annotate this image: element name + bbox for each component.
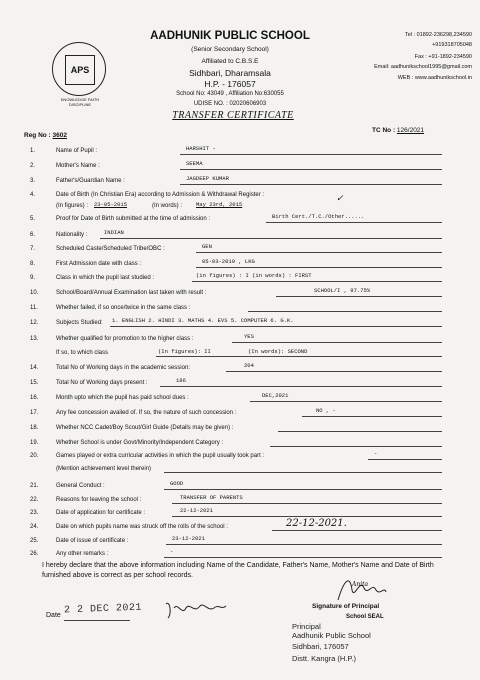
underline xyxy=(276,296,442,297)
field-number: 23. xyxy=(30,510,39,516)
field-number: 5. xyxy=(30,216,36,222)
field-row xyxy=(0,333,480,348)
school-logo xyxy=(52,42,106,96)
field-number: 26. xyxy=(30,551,39,557)
field-value: HARSHIT - xyxy=(186,145,216,152)
field-number: 21. xyxy=(30,483,39,489)
field-value: 204 xyxy=(244,362,254,369)
field-value: TRANSFER OF PARENTS xyxy=(180,494,243,501)
field-value: INDIAN xyxy=(104,229,124,236)
field-row xyxy=(0,377,480,392)
principal-stamp-line: Sidhbari, 176057 xyxy=(292,642,349,651)
underline xyxy=(172,516,442,517)
field-row xyxy=(0,145,480,160)
field-number: 10. xyxy=(30,290,39,296)
field-label: Date of Birth (In Christian Era) according to Admission & Withdrawal Register : xyxy=(56,192,265,198)
field-number: 20. xyxy=(30,453,39,459)
field-number: 12. xyxy=(30,320,39,326)
class-teacher-signature xyxy=(160,596,230,622)
field-number: 11. xyxy=(30,305,38,311)
field-value: SCHOOL/I , 97.75% xyxy=(314,287,371,294)
field-label: General Conduct : xyxy=(56,483,105,489)
principal-signature xyxy=(330,570,390,606)
field-value: 186 xyxy=(176,377,186,384)
principal-stamp-line: Principal xyxy=(292,622,321,631)
tc-value: 126/2021 xyxy=(396,127,425,134)
underline xyxy=(156,356,442,357)
field-label: Month upto which the pupil has paid school dues : xyxy=(56,395,189,401)
field-number: 9. xyxy=(30,275,36,281)
field-number: 4. xyxy=(30,192,36,198)
field-number: 24. xyxy=(30,524,39,530)
field-number: 22. xyxy=(30,497,39,503)
field-row xyxy=(0,494,480,509)
field-number: 16. xyxy=(30,395,39,401)
field-label: Proof for Date of Birth submitted at the time of admission : xyxy=(56,216,211,222)
field-value: (in figures) : I (in words) : FIRST xyxy=(196,272,312,279)
field-label: Whether failed, if so once/twice in the same class : xyxy=(56,305,191,311)
field-row xyxy=(0,272,480,287)
school-subtitle: (Senior Secondary School) xyxy=(191,46,269,53)
field-label: Total No of Working days in the academic session: xyxy=(56,365,190,371)
field-row xyxy=(0,243,480,258)
field-label: Father's/Guardian Name : xyxy=(56,178,125,184)
field-label: Date on which pupils name was struck off the rolls of the school : xyxy=(56,524,228,530)
field-value: 1. ENGLISH 2. HINDI 3. MATHS 4. EVS 5. COMPUTER 6. G.K. xyxy=(112,317,294,324)
school-pin: H.P. - 176057 xyxy=(204,79,256,89)
field-label: Any other remarks : xyxy=(56,551,109,557)
field-label: School/Board/Annual Examination last taken with result : xyxy=(56,290,207,296)
underline xyxy=(368,459,442,460)
field-row xyxy=(0,440,480,452)
underline xyxy=(160,386,442,387)
field-number: 25. xyxy=(30,538,39,544)
check-mark: ✓ xyxy=(336,194,344,204)
field-row xyxy=(0,175,480,190)
field-label: Name of Pupil : xyxy=(56,148,98,154)
field-value: NO , - xyxy=(316,407,336,414)
field-number: 8. xyxy=(30,261,36,267)
underline xyxy=(164,557,442,558)
underline xyxy=(166,544,442,545)
underline xyxy=(196,252,442,253)
field-label: Any fee concession availed of. If so, the nature of such concession : xyxy=(56,410,237,416)
field-row xyxy=(0,229,480,244)
underline xyxy=(196,267,442,268)
principal-initial: Anita xyxy=(352,581,369,588)
underline xyxy=(180,169,442,170)
field-label: Whether qualified for promotion to the higher class : xyxy=(56,336,194,342)
field-label: Subjects Studied: xyxy=(56,320,103,326)
school-place: Sidhbari, Dharamsala xyxy=(189,68,271,78)
underline xyxy=(164,489,442,490)
dob-figures: 23-05-2015 xyxy=(94,201,128,208)
principal-stamp-line: Aadhunik Public School xyxy=(292,631,371,640)
field-label: Scheduled Caste/Scheduled Tribe/OBC : xyxy=(56,246,165,252)
school-affiliation: Affiliated to C.B.S.E xyxy=(201,58,259,65)
field-value: Birth Cert./T.C./Other...... xyxy=(272,213,365,220)
field-row xyxy=(0,392,480,407)
underline xyxy=(232,342,442,343)
field-row xyxy=(0,450,480,465)
promotion-figures: (In figures): II xyxy=(158,348,211,355)
underline xyxy=(192,281,442,282)
field-row xyxy=(0,535,480,550)
field-number: 15. xyxy=(30,380,39,386)
underline xyxy=(270,446,442,447)
field-number: 19. xyxy=(30,440,39,446)
promotion-words: (In words): SECOND xyxy=(248,348,308,355)
date-stamp: 2 2 DEC 2021 xyxy=(63,602,143,617)
school-number: School No: 43049 , Affiliation No:630055 xyxy=(176,91,284,97)
field-value: YES xyxy=(244,333,254,340)
field-label: Nationality : xyxy=(56,232,88,238)
date-label: Date xyxy=(46,612,61,619)
telephone: Tel : 01892-236298,234590 xyxy=(405,32,472,38)
field-value: DEC,2021 xyxy=(262,392,289,399)
field-number: 14. xyxy=(30,365,39,371)
field-row xyxy=(0,160,480,175)
dob-words-label: (In words) : xyxy=(152,203,183,209)
underline xyxy=(266,222,442,223)
principal-stamp-line: Distt. Kangra (H.P.) xyxy=(292,654,357,663)
field-value: 22-12-2021 xyxy=(180,507,214,514)
field-number: 18. xyxy=(30,425,39,431)
field-number: 13. xyxy=(30,336,39,342)
udise-number: UDISE NO. : 02020606903 xyxy=(193,101,267,107)
field-number: 1. xyxy=(30,148,36,154)
dob-figures-label: (In figures) : xyxy=(56,203,89,209)
school-name: AADHUNIK PUBLIC SCHOOL xyxy=(150,30,310,42)
field-value: GOOD xyxy=(170,480,184,487)
field-label: First Admission date with class : xyxy=(56,261,142,267)
field-row xyxy=(0,362,480,377)
field-label: Date of issue of certificate : xyxy=(56,538,129,544)
field-number: 7. xyxy=(30,246,36,252)
mobile: +919318705048 xyxy=(432,42,472,48)
field-label: Mother's Name : xyxy=(56,163,100,169)
field-label: Whether School is under Govt/Minority/Independent Category : xyxy=(56,440,224,446)
field-row xyxy=(0,213,480,228)
reg-value: 3602 xyxy=(52,132,68,139)
field-value: - xyxy=(170,548,174,555)
school-seal-label: School SEAL xyxy=(346,614,384,620)
field-row xyxy=(0,425,480,437)
field-number: 2. xyxy=(30,163,36,169)
email: Email: aadhunikschool1995@gmail.com xyxy=(374,64,472,70)
tc-number xyxy=(372,127,424,134)
field-row xyxy=(0,305,480,317)
underline xyxy=(180,184,442,185)
field-value: GEN xyxy=(202,243,212,250)
field-number: 3. xyxy=(30,178,36,184)
underline xyxy=(110,326,442,327)
field-row xyxy=(0,287,480,302)
field-row xyxy=(0,507,480,522)
underline xyxy=(226,371,442,372)
underline xyxy=(302,416,442,417)
logo-motto: KNOWLEDGE FAITH DISCIPLINE xyxy=(60,97,100,107)
declaration: I hereby declare that the above information including Name of the Candidate, Father's Name, Mother's Name and Date of Birth furnished above is correct as per school records. xyxy=(42,562,434,579)
field-value: 22-12-2021. xyxy=(286,518,347,529)
field-number: 17. xyxy=(30,410,39,416)
fax: Fax : +91-1892-234590 xyxy=(414,54,472,60)
field-label: Reasons for leaving the school : xyxy=(56,497,142,503)
dob-words: May 23rd, 2015 xyxy=(196,201,243,208)
underline xyxy=(180,154,442,155)
field-value: JAGDEEP KUMAR xyxy=(186,175,229,182)
field-label: Total No of Working days present : xyxy=(56,380,148,386)
date-underline xyxy=(64,620,130,621)
underline xyxy=(278,431,442,432)
field-value: SEEMA xyxy=(186,160,203,167)
reg-number xyxy=(24,132,67,139)
field-row xyxy=(0,518,480,536)
tc-label: TC No : xyxy=(372,127,396,134)
field-value: 23-12-2021 xyxy=(172,535,206,542)
certificate-title: TRANSFER CERTIFICATE xyxy=(172,110,294,121)
field-value: - xyxy=(374,450,378,457)
field-row xyxy=(0,317,480,332)
underline xyxy=(172,503,442,504)
field-row xyxy=(0,407,480,422)
underline xyxy=(272,530,442,531)
field-label: Date of application for certificate : xyxy=(56,510,146,516)
logo-monogram: APS xyxy=(65,55,95,85)
promotion-sub-label: If so, to which class xyxy=(56,350,109,356)
underline xyxy=(250,401,442,402)
field-label: Games played or extra curricular activities in which the pupil usually took part : xyxy=(56,453,265,459)
underline xyxy=(248,311,442,312)
underline xyxy=(164,472,442,473)
website: WEB : www.aadhunikschool.in xyxy=(397,75,472,81)
field-value: 05-03-2019 , LKG xyxy=(202,258,255,265)
activities-sub-label: (Mention achievement level therein) xyxy=(56,466,152,472)
underline xyxy=(100,238,442,239)
reg-label: Reg No : xyxy=(24,132,51,139)
signature-label: Signature of Principal xyxy=(312,603,380,610)
field-number: 6. xyxy=(30,232,36,238)
field-label: Whether NCC Cadet/Boy Scout/Girl Guide (Details may be given) : xyxy=(56,425,234,431)
field-label: Class in which the pupil last studied : xyxy=(56,275,155,281)
